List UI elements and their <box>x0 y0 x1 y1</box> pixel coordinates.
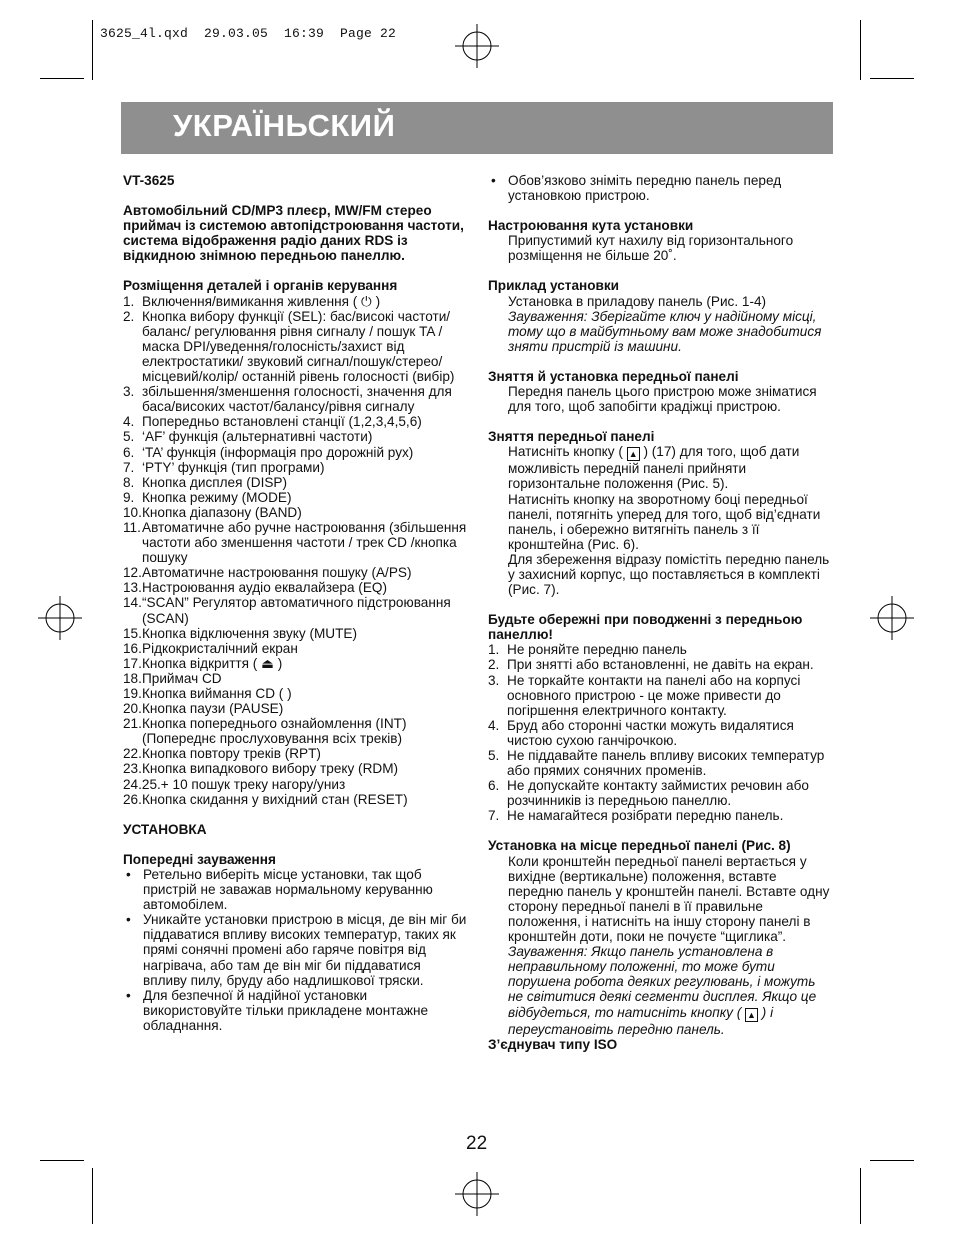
angle-heading: Настроювання кута установки <box>488 218 694 234</box>
crop-mark <box>860 20 861 80</box>
left-column <box>123 173 468 1033</box>
list-item <box>123 626 468 641</box>
list-item: • Для безпечної й надійної установки використовуйте тільки прикладене монтажне обладнання. <box>126 987 429 1033</box>
item-number: 3. <box>488 672 500 688</box>
item-text: Кнопка виймання CD ( ) <box>142 686 292 701</box>
item-number: 10. <box>123 504 142 520</box>
crop-mark <box>40 78 84 79</box>
crop-mark <box>870 78 914 79</box>
crop-mark <box>40 1160 84 1161</box>
item-number: 14. <box>123 595 142 611</box>
list-item <box>123 792 468 807</box>
item-number: 20. <box>123 701 142 717</box>
item-number: 12. <box>123 565 142 581</box>
example-heading: Приклад установки <box>488 278 620 294</box>
preliminary-notes-heading: Попередні зауваження <box>123 851 276 867</box>
section-header <box>121 102 833 154</box>
item-text: Кнопка відкриття ( ⏏ ) <box>142 655 283 671</box>
item-text: Автоматичне або ручне настроювання (збільшення частоти або зменшення частоти / трек CD /кнопка пошуку <box>142 519 467 566</box>
list-item <box>123 777 468 792</box>
item-text: ‘PTY’ функція (тип програми) <box>142 459 325 475</box>
item-text: Кнопка вибору функції (SEL): бас/високі частоти/баланс/ регулювання рівня сигналу / пошук TA /маска DPI/уведення/голосність/захист від електростатики/ звуковий сигнал/пошук/стерео/місцевий/колір/ останній рівень голосності (вибір) <box>142 308 455 385</box>
list-item <box>123 746 468 761</box>
item-number: 4. <box>488 717 500 733</box>
item-text: При знятті або встановленні, не давіть на екран. <box>507 657 814 673</box>
item-number: 3. <box>123 384 135 400</box>
item-number: 2. <box>488 657 500 673</box>
crop-mark <box>92 1168 93 1224</box>
list-item <box>488 673 833 718</box>
page-title: УКРАЇНЬСКИЙ <box>173 108 396 143</box>
item-number: 2. <box>123 308 135 324</box>
list-item <box>123 505 468 520</box>
item-text: Кнопка дисплея (DISP) <box>142 474 288 490</box>
list-item <box>488 657 833 672</box>
example-text: Установка в приладову панель (Рис. 1-4) <box>508 293 767 309</box>
item-number: 9. <box>123 489 135 505</box>
item-text: Не намагайтеся розібрати передню панель. <box>507 808 784 824</box>
item-number: 15. <box>123 625 142 641</box>
list-item: • Уникайте установки пристрою в місця, де він міг би піддаватися впливу високих температур, таких як прямі сонячні промені або гаряче повітря від нагрівача, або там де він міг би піддаватися впливу пилу, бруду або надлишкової тряски. <box>126 912 467 988</box>
item-number: 8. <box>123 474 135 490</box>
list-item <box>123 686 468 701</box>
list-item <box>488 778 833 808</box>
list-item <box>123 656 468 671</box>
care-list <box>488 642 833 823</box>
preliminary-notes-list <box>123 867 468 1033</box>
item-number: 21. <box>123 716 142 732</box>
registration-mark-top <box>455 24 499 68</box>
controls-list <box>123 294 468 807</box>
item-number: 23. <box>123 761 142 777</box>
item-number: 1. <box>123 293 135 309</box>
reinstall-text: Коли кронштейн передньої панелі вертається у вихідне (вертикальне) положення, вставте передню панель у кронштейн панелі. Вставте одну сторону передньої панелі в її правильне положення, і натисніть на іншу сторону панелі в кронштейн доти, поки не почуєте “щиглика”. <box>508 853 830 945</box>
item-text: ‘AF’ функція (альтернативні частоти) <box>142 429 373 445</box>
item-text: Автоматичне настроювання пошуку (A/PS) <box>142 565 412 581</box>
item-text: + 10 пошук треку нагору/униз <box>160 776 346 792</box>
item-text: Кнопка скидання у вихідний стан (RESET) <box>142 791 408 807</box>
list-item <box>123 565 468 580</box>
list-item <box>123 761 468 776</box>
list-item <box>123 671 468 686</box>
controls-heading: Розміщення деталей і органів керування <box>123 278 398 294</box>
list-item <box>488 808 833 823</box>
item-text: Не піддавайте панель впливу високих температур або прямих сонячних променів. <box>507 748 825 779</box>
item-number: 24.25. <box>123 776 161 792</box>
list-item <box>123 475 468 490</box>
file-slug: 3625_4l.qxd 29.03.05 16:39 Page 22 <box>100 26 397 41</box>
item-text: Бруд або сторонні частки можуть видалятися чистою сухою ганчірочкою. <box>507 717 794 748</box>
item-text: Кнопка випадкового вибору треку (RDM) <box>142 761 399 777</box>
list-item <box>488 748 833 778</box>
item-number: 17. <box>123 655 142 671</box>
angle-text: Припустимий кут нахилу від горизонтального розміщення не більше 20˚. <box>508 233 794 264</box>
list-item <box>123 414 468 429</box>
list-item <box>123 716 468 746</box>
item-number: 13. <box>123 580 142 596</box>
item-number: 1. <box>488 642 500 658</box>
list-item <box>123 384 468 414</box>
installation-heading: УСТАНОВКА <box>123 821 207 837</box>
item-number: 22. <box>123 746 142 762</box>
crop-mark <box>860 1168 861 1224</box>
list-item <box>123 641 468 656</box>
item-text: Кнопка попереднього ознайомлення (INT) (Попереднє прослуховування всіх треків) <box>142 716 407 747</box>
item-number: 16. <box>123 640 142 656</box>
eject-icon: ▲ <box>627 447 640 461</box>
example-note: Зауваження: Зберігайте ключ у надійному місці, тому що в майбутньому вам може знадобитися зняти пристрій із машини. <box>508 308 822 354</box>
item-number: 5. <box>488 748 500 763</box>
list-item <box>123 429 468 444</box>
item-number: 19. <box>123 686 142 701</box>
item-number: 4. <box>123 414 135 430</box>
list-item <box>123 294 468 309</box>
remove-heading: Зняття передньої панелі <box>488 429 655 445</box>
item-text: Не допускайте контакту займистих речовин або розчинників із передньою панеллю. <box>507 778 809 809</box>
list-item: • Обов’язково зніміть передню панель перед установкою пристрою. <box>491 173 782 204</box>
list-item <box>123 460 468 475</box>
crop-mark <box>870 1160 914 1161</box>
item-text: Не роняйте передню панель <box>507 642 687 658</box>
remove-text-2: Натисніть кнопку на зворотному боці передньої панелі, потягніть уперед для того, щоб від’єднати панель, і обережно витягніть панель з її кронштейна (Рис. 6). <box>508 491 821 552</box>
product-description: Автомобільний CD/MP3 плеєр, MW/FM стерео приймач із системою автопідстроювання частоти, система відображення радіо даних RDS із відкидною знімною передньою панеллю. <box>123 203 464 264</box>
list-item <box>123 520 468 565</box>
remove-install-heading: Зняття й установка передньої панелі <box>488 368 739 384</box>
item-text: Попередньо встановлені станції (1,2,3,4,5,6) <box>142 414 422 430</box>
list-item <box>123 490 468 505</box>
registration-mark-bottom <box>455 1172 499 1216</box>
item-text: збільшення/зменшення голосності, значення для баса/високих частот/балансу/рівня сигналу <box>142 384 452 415</box>
list-item <box>488 718 833 748</box>
item-text: Кнопка повтору треків (RPT) <box>142 746 321 762</box>
item-number: 6. <box>123 444 135 460</box>
item-number: 26. <box>123 791 142 807</box>
item-number: 7. <box>123 459 135 475</box>
item-text: ‘TA’ функція (інформація про дорожній рух) <box>142 444 414 460</box>
list-item <box>123 701 468 716</box>
item-number: 7. <box>488 808 500 824</box>
care-heading: Будьте обережні при поводженні з передньою панеллю! <box>488 612 803 643</box>
page-number: 22 <box>466 1133 488 1154</box>
list-item <box>123 309 468 384</box>
list-item <box>488 642 833 657</box>
registration-mark-left <box>38 596 82 640</box>
item-text: “SCAN” Регулятор автоматичного підстроювання (SCAN) <box>142 595 451 626</box>
reinstall-heading: Установка на місце передньої панелі (Рис. 8) <box>488 838 791 854</box>
item-text: Приймач CD <box>142 670 222 686</box>
crop-mark <box>92 20 93 80</box>
item-number: 5. <box>123 429 135 445</box>
registration-mark-right <box>870 596 914 640</box>
item-number: 18. <box>123 670 142 686</box>
list-item <box>123 445 468 460</box>
list-item <box>123 595 468 625</box>
item-number: 11. <box>123 519 141 535</box>
item-text: Включення/вимикання живлення ( ⏻ ) <box>142 293 381 309</box>
remove-install-text: Передня панель цього пристрою може зніматися для того, щоб запобігти крадіжці пристрою. <box>508 384 817 415</box>
list-item: • Ретельно виберіть місце установки, так щоб пристрій не заважав нормальному керуванню автомобілем. <box>126 866 433 913</box>
item-text: Кнопка відключення звуку (MUTE) <box>142 625 358 641</box>
list-item <box>123 580 468 595</box>
reinstall-note: Зауваження: Якщо панель установлена в неправильному положенні, то може бути порушена робота деяких регулювань, і можуть не світитися деякі сегменти дисплея. Якщо це відбудеться, то натисніть кнопку ( ▲ ) і переустановіть передню панель. <box>508 944 817 1037</box>
item-text: Кнопка діапазону (BAND) <box>142 504 302 520</box>
item-text: Кнопка паузи (PAUSE) <box>142 701 284 717</box>
item-text: Не торкайте контакти на панелі або на корпусі основного пристрою - це може привести до погіршення електричного контакту. <box>507 672 801 718</box>
item-text: Настроювання аудіо еквалайзера (EQ) <box>142 580 387 596</box>
item-text: Кнопка режиму (MODE) <box>142 489 292 505</box>
front-panel-bullet <box>488 173 833 203</box>
eject-icon: ▲ <box>745 1008 758 1022</box>
item-number: 6. <box>488 778 500 794</box>
remove-text-1: Натисніть кнопку ( ▲ ) (17) для того, щоб дати можливість передній панелі прийняти горизонтальне положення (Рис. 5). <box>508 444 800 492</box>
remove-text-3: Для збереження відразу помістіть передню панель у захисний корпус, що поставляється в комплекті (Рис. 7). <box>508 551 830 598</box>
iso-connector-heading: З’єднувач типу ISO <box>488 1036 618 1052</box>
model-name: VT-3625 <box>123 173 175 188</box>
item-text: Рідкокристалічний екран <box>142 640 298 656</box>
right-column <box>488 173 833 1052</box>
